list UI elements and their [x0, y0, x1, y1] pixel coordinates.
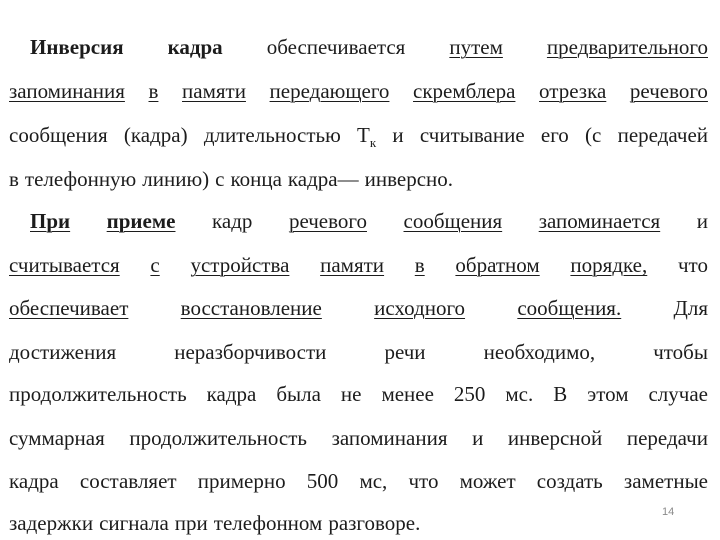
word: памяти [320, 253, 385, 277]
word: телефонную [24, 167, 137, 191]
word: телефонном [213, 511, 323, 535]
word: приеме [106, 209, 176, 233]
word: памяти [182, 79, 246, 103]
word: необходимо, [483, 340, 596, 364]
word: в [148, 79, 159, 103]
word: В [553, 382, 568, 406]
word: что [677, 253, 708, 277]
word: менее [381, 382, 434, 406]
p1-line-2 [9, 78, 708, 104]
word: создать [536, 469, 603, 493]
word: кадр [212, 209, 253, 233]
word: с [215, 167, 225, 191]
word: передачи [626, 426, 708, 450]
word: запоминания [9, 79, 125, 103]
word: сообщения. [517, 296, 622, 320]
word: составляет [79, 469, 177, 493]
word: Инверсия [30, 35, 124, 59]
word: и [392, 123, 404, 147]
word: запоминается [538, 209, 661, 233]
word: При [30, 209, 71, 233]
frame-duration-symbol [357, 122, 377, 151]
word: чтобы [653, 340, 708, 364]
word: путем [449, 35, 503, 59]
word: была [276, 382, 321, 406]
word: продолжительность [129, 426, 307, 450]
word: обеспечивается [266, 35, 406, 59]
word: кадра [167, 35, 223, 59]
word: разговоре. [328, 511, 421, 535]
word: передачей [617, 123, 708, 147]
word: мс. [505, 382, 534, 406]
word: речевого [288, 209, 367, 233]
word: суммарная [9, 426, 105, 450]
word: исходного [374, 296, 466, 320]
word: запоминания [331, 426, 448, 450]
word: обеспечивает [9, 296, 129, 320]
word: и [472, 426, 484, 450]
word: неразборчивости [174, 340, 327, 364]
p2-line-6 [9, 425, 708, 451]
word: 500 [306, 469, 339, 493]
word: восстановление [180, 296, 322, 320]
p1-line-3 [9, 122, 708, 151]
word: и [696, 209, 708, 233]
p1-line-4 [9, 166, 708, 192]
word: при [174, 511, 208, 535]
word: в [414, 253, 425, 277]
word: заметные [623, 469, 708, 493]
word: что [408, 469, 439, 493]
page-number: 14 [662, 506, 675, 518]
word: кадра [9, 469, 59, 493]
word: не [340, 382, 362, 406]
word: продолжительность [9, 382, 187, 406]
word: (с [585, 123, 602, 147]
p2-line-8 [9, 510, 708, 536]
word: сигнала [99, 511, 169, 535]
word: скремблера [413, 79, 516, 103]
t-subscript: к [369, 135, 377, 151]
word: кадра [206, 382, 257, 406]
word: может [459, 469, 516, 493]
word: инверсной [507, 426, 603, 450]
word: устройства [190, 253, 290, 277]
word: мс, [359, 469, 388, 493]
p2-line-1 [30, 208, 708, 234]
word: линию) [142, 167, 210, 191]
word: передающего [269, 79, 390, 103]
word: длительностью [203, 123, 341, 147]
word: предварительного [546, 35, 708, 59]
word: считывание [419, 123, 525, 147]
p1-line-1 [30, 34, 708, 60]
word: инверсно. [364, 167, 454, 191]
word: задержки [9, 511, 94, 535]
word: Для [673, 296, 708, 320]
word: речи [384, 340, 426, 364]
word: с [150, 253, 160, 277]
word: сообщения [403, 209, 503, 233]
word: считывается [9, 253, 120, 277]
word: сообщения [9, 123, 108, 147]
p2-line-7 [9, 468, 708, 494]
word: отрезка [539, 79, 607, 103]
word: случае [648, 382, 708, 406]
p2-line-4 [9, 339, 708, 365]
word: обратном [455, 253, 540, 277]
p2-line-2 [9, 252, 708, 278]
word: примерно [197, 469, 286, 493]
t-letter: T [357, 123, 370, 147]
p2-line-5 [9, 381, 708, 407]
word: конца [230, 167, 282, 191]
word: достижения [9, 340, 117, 364]
p2-line-3 [9, 295, 708, 321]
word: его [540, 123, 569, 147]
word: в [9, 167, 19, 191]
word: (кадра) [123, 123, 188, 147]
word: 250 [453, 382, 486, 406]
word: порядке, [570, 253, 648, 277]
word: этом [587, 382, 629, 406]
word: кадра— [287, 167, 359, 191]
word: речевого [629, 79, 708, 103]
